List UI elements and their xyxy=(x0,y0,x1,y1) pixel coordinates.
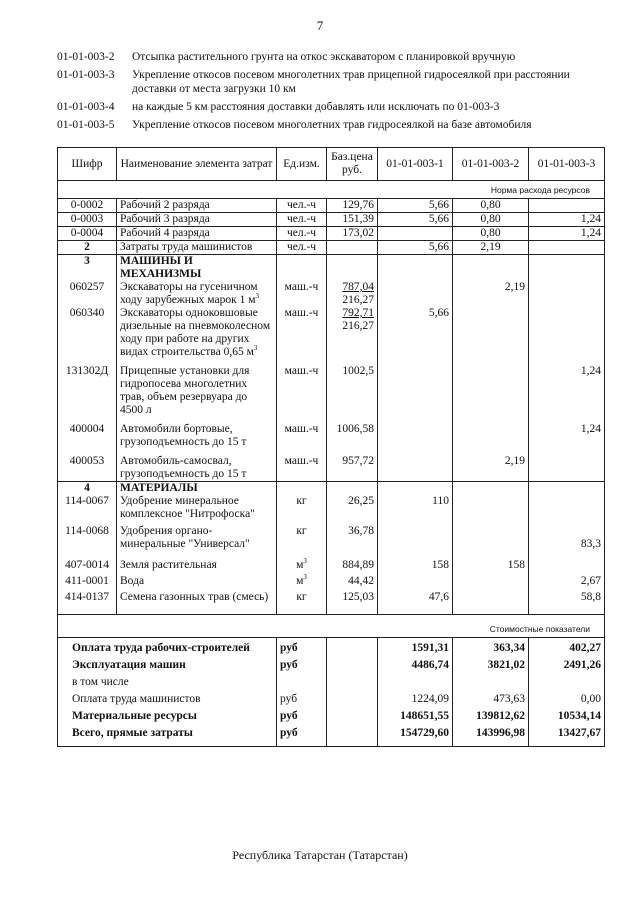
table-row xyxy=(58,241,605,255)
cell-price: 125,03 xyxy=(327,588,378,615)
cell-unit: маш.-ч xyxy=(277,423,327,455)
cost-v2: 473,63 xyxy=(453,689,529,706)
cell-v1: 110 xyxy=(378,495,453,525)
cost-unit: руб xyxy=(277,706,327,723)
header-col1: 01-01-003-1 xyxy=(378,148,453,181)
section-row-machines xyxy=(58,255,605,282)
cell-unit: кг xyxy=(277,525,327,555)
cell-code: 114-0067 xyxy=(58,495,117,525)
section-title: МАШИНЫ И МЕХАНИЗМЫ xyxy=(117,255,277,282)
intro-item xyxy=(57,50,617,64)
cell-code: 400053 xyxy=(58,455,117,482)
cost-v1: 1591,31 xyxy=(378,638,453,656)
intro-code: 01-01-003-4 xyxy=(57,101,115,113)
table-row xyxy=(58,307,605,365)
cell-v2: 158 xyxy=(453,555,529,572)
cell-code: 060257 xyxy=(58,281,117,307)
cost-row xyxy=(58,723,605,747)
cost-label: Оплата труда рабочих-строителей xyxy=(58,638,277,656)
cell-v3: 1,24 xyxy=(529,213,605,227)
cost-row xyxy=(58,672,605,689)
cell-v1 xyxy=(378,572,453,588)
cell-code: 400004 xyxy=(58,423,117,455)
cost-unit: руб xyxy=(277,638,327,656)
cost-v2: 3821,02 xyxy=(453,655,529,672)
page-number: 7 xyxy=(316,18,324,33)
table-header-row xyxy=(58,148,605,181)
intro-text: Укрепление откосов посевом многолетних трав прицепной гидросеялкой при расстоянии доставки от места загрузки 10 км xyxy=(132,69,570,95)
cell-v1: 5,66 xyxy=(378,213,453,227)
cell-code: 131302Д xyxy=(58,365,117,423)
cost-label: Эксплуатация машин xyxy=(58,655,277,672)
cell-price: 1002,5 xyxy=(327,365,378,423)
header-col2: 01-01-003-2 xyxy=(453,148,529,181)
cost-v1: 4486,74 xyxy=(378,655,453,672)
intro-code: 01-01-003-2 xyxy=(57,51,115,63)
cost-row xyxy=(58,638,605,656)
table-row xyxy=(58,423,605,455)
cell-v3 xyxy=(529,455,605,482)
cell-v1: 5,66 xyxy=(378,241,453,255)
cost-v3: 10534,14 xyxy=(529,706,605,723)
section-code: 4 xyxy=(58,482,117,496)
table-row xyxy=(58,525,605,555)
cell-v3: 83,3 xyxy=(529,525,605,555)
cost-label: в том числе xyxy=(58,672,277,689)
table-row xyxy=(58,555,605,572)
cell-v2: 2,19 xyxy=(453,241,529,255)
cost-unit: руб xyxy=(277,655,327,672)
cell-unit: маш.-ч xyxy=(277,365,327,423)
resource-table xyxy=(57,147,605,747)
header-code: Шифр xyxy=(58,148,117,181)
cell-unit: чел.-ч xyxy=(277,213,327,227)
cell-unit: кг xyxy=(277,588,327,615)
cell-name: Экскаваторы одноковшовые дизельные на пневмоколесном ходу при работе на других видах строительства 0,65 $м^3$ xyxy=(117,307,277,365)
cell-name: Земля растительная xyxy=(117,555,277,572)
header-col3: 01-01-003-3 xyxy=(529,148,605,181)
table-row xyxy=(58,281,605,307)
cell-v3 xyxy=(529,241,605,255)
cell-v3 xyxy=(529,307,605,365)
cell-v3 xyxy=(529,555,605,572)
cell-price: 129,76 xyxy=(327,199,378,213)
table-row xyxy=(58,455,605,482)
cell-v3: 1,24 xyxy=(529,227,605,241)
cell-v2 xyxy=(453,365,529,423)
cell-v2: 0,80 xyxy=(453,199,529,213)
cost-caption: Стоимостные показатели xyxy=(58,615,605,638)
cell-code: 060340 xyxy=(58,307,117,365)
cost-row xyxy=(58,655,605,672)
page-footer: Республика Татарстан (Татарстан) xyxy=(232,848,408,862)
table-row xyxy=(58,495,605,525)
intro-text: Укрепление откосов посевом многолетних трав гидросеялкой на базе автомобиля xyxy=(132,119,532,131)
table-row xyxy=(58,588,605,615)
cell-name: Удобрение минеральное комплексное "Нитрофоска" xyxy=(117,495,277,525)
cell-v2 xyxy=(453,307,529,365)
cell-v1 xyxy=(378,423,453,455)
cell-name: Автомобиль-самосвал, грузоподъемность до 15 т xyxy=(117,455,277,482)
cell-unit: маш.-ч xyxy=(277,455,327,482)
cell-code: 0-0003 xyxy=(58,213,117,227)
table-row xyxy=(58,365,605,423)
cell-v2: 2,19 xyxy=(453,281,529,307)
cell-v2: 2,19 xyxy=(453,455,529,482)
cell-v2 xyxy=(453,525,529,555)
cell-price: 36,78 xyxy=(327,525,378,555)
cell-price: 44,42 xyxy=(327,572,378,588)
header-base-price: Баз.цена руб. xyxy=(327,148,378,181)
section-code: 3 xyxy=(58,255,117,282)
cell-name: Семена газонных трав (смесь) xyxy=(117,588,277,615)
cell-v3: 1,24 xyxy=(529,423,605,455)
cost-label: Оплата труда машинистов xyxy=(58,689,277,706)
cell-price: 787,04 216,27 xyxy=(327,281,378,307)
cost-v3: 13427,67 xyxy=(529,723,605,747)
cost-label: Всего, прямые затраты xyxy=(58,723,277,747)
cell-v1: 158 xyxy=(378,555,453,572)
cell-price: 173,02 xyxy=(327,227,378,241)
table-row xyxy=(58,227,605,241)
cell-v1 xyxy=(378,525,453,555)
cost-row xyxy=(58,706,605,723)
header-unit: Ед.изм. xyxy=(277,148,327,181)
cost-v2: 139812,62 xyxy=(453,706,529,723)
norm-caption: Норма расхода ресурсов xyxy=(58,181,605,199)
cell-v3: 1,24 xyxy=(529,365,605,423)
header-name: Наименование элемента затрат xyxy=(117,148,277,181)
cell-v2 xyxy=(453,588,529,615)
cell-v1: 5,66 xyxy=(378,307,453,365)
cost-v2: 143996,98 xyxy=(453,723,529,747)
cell-price: 792,71 216,27 xyxy=(327,307,378,365)
cell-code: 0-0002 xyxy=(58,199,117,213)
cell-price: 151,39 xyxy=(327,213,378,227)
cell-v1 xyxy=(378,455,453,482)
table-row xyxy=(58,199,605,213)
cell-code: 407-0014 xyxy=(58,555,117,572)
cell-name: Экскаваторы на гусеничном ходу зарубежных марок 1 $м^3$ xyxy=(117,281,277,307)
cell-v3: 58,8 xyxy=(529,588,605,615)
cost-v2: 363,34 xyxy=(453,638,529,656)
cost-row xyxy=(58,689,605,706)
cost-v1: 154729,60 xyxy=(378,723,453,747)
cell-name: Удобрения органо-минеральные "Универсал" xyxy=(117,525,277,555)
cell-v2: 0,80 xyxy=(453,227,529,241)
cell-v1: 47,6 xyxy=(378,588,453,615)
cell-name: Затраты труда машинистов xyxy=(117,241,277,255)
intro-code: 01-01-003-5 xyxy=(57,119,115,131)
cell-unit: $м^3$ xyxy=(277,555,327,572)
cell-v2: 0,80 xyxy=(453,213,529,227)
cell-v3 xyxy=(529,199,605,213)
cell-v3 xyxy=(529,281,605,307)
intro-item xyxy=(57,118,617,132)
norm-caption-row xyxy=(58,181,605,199)
intro-text: на каждые 5 км расстояния доставки добавлять или исключать по 01-003-3 xyxy=(132,101,500,113)
cell-name: Автомобили бортовые, грузоподъемность до 15 т xyxy=(117,423,277,455)
cost-caption-row xyxy=(58,615,605,638)
cost-label: Материальные ресурсы xyxy=(58,706,277,723)
cell-v1 xyxy=(378,281,453,307)
cell-code: 2 xyxy=(58,241,117,255)
cell-v2 xyxy=(453,423,529,455)
cost-v1: 1224,09 xyxy=(378,689,453,706)
cell-name: Рабочий 2 разряда xyxy=(117,199,277,213)
cell-v3: 2,67 xyxy=(529,572,605,588)
cell-code: 114-0068 xyxy=(58,525,117,555)
cell-unit: $м^3$ xyxy=(277,572,327,588)
cost-v3: 0,00 xyxy=(529,689,605,706)
estimate-intro-list xyxy=(57,50,617,136)
cell-price xyxy=(327,241,378,255)
cell-v2 xyxy=(453,495,529,525)
cell-price: 1006,58 xyxy=(327,423,378,455)
table-row xyxy=(58,572,605,588)
cell-v1: 5,66 xyxy=(378,199,453,213)
cell-code: 0-0004 xyxy=(58,227,117,241)
cell-v1 xyxy=(378,365,453,423)
cell-v3 xyxy=(529,495,605,525)
cost-v3: 2491,26 xyxy=(529,655,605,672)
cost-v3: 402,27 xyxy=(529,638,605,656)
cell-unit: чел.-ч xyxy=(277,227,327,241)
intro-item xyxy=(57,100,617,114)
cell-v2 xyxy=(453,572,529,588)
cell-price: 884,89 xyxy=(327,555,378,572)
cell-unit: маш.-ч xyxy=(277,307,327,365)
intro-code: 01-01-003-3 xyxy=(57,69,115,81)
cell-code: 411-0001 xyxy=(58,572,117,588)
cell-v1 xyxy=(378,227,453,241)
cell-code: 414-0137 xyxy=(58,588,117,615)
intro-item xyxy=(57,68,617,96)
section-row-materials xyxy=(58,482,605,496)
cell-price: 26,25 xyxy=(327,495,378,525)
section-title: МАТЕРИАЛЫ xyxy=(117,482,277,496)
cost-v1: 148651,55 xyxy=(378,706,453,723)
cell-unit: маш.-ч xyxy=(277,281,327,307)
cell-name: Рабочий 4 разряда xyxy=(117,227,277,241)
cell-unit: чел.-ч xyxy=(277,199,327,213)
cost-unit: руб xyxy=(277,689,327,706)
cell-name: Прицепные установки для гидропосева многолетних трав, объем резервуара до 4500 л xyxy=(117,365,277,423)
cost-unit: руб xyxy=(277,723,327,747)
table-row xyxy=(58,213,605,227)
cell-unit: чел.-ч xyxy=(277,241,327,255)
cell-price: 957,72 xyxy=(327,455,378,482)
cell-name: Рабочий 3 разряда xyxy=(117,213,277,227)
intro-text: Отсыпка растительного грунта на откос экскаватором с планировкой вручную xyxy=(132,51,516,63)
cell-unit: кг xyxy=(277,495,327,525)
cell-name: Вода xyxy=(117,572,277,588)
